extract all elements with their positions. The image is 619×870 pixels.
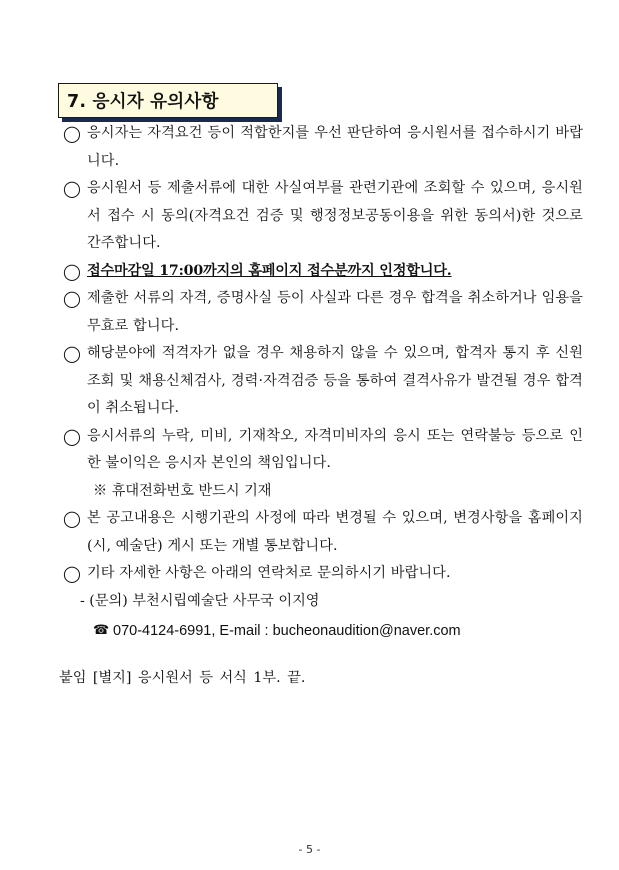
list-item: [63, 560, 583, 588]
contact-label: - (문의) 부천시립예술단 사무국 이지영: [80, 592, 320, 609]
circle-bullet-icon: ◯: [63, 289, 81, 308]
item-text: 기타 자세한 사항은 아래의 연락처로 문의하시기 바랍니다.: [87, 565, 451, 581]
circle-bullet-icon: ◯: [63, 179, 81, 198]
list-item: [63, 285, 583, 340]
contact-info: 070-4124-6991, E-mail : bucheonaudition@naver.com: [113, 623, 461, 639]
phone-required-note: ※ 휴대전화번호 반드시 기재: [93, 482, 272, 499]
list-item: [63, 175, 583, 258]
item-text: 해당분야에 적격자가 없을 경우 채용하지 않을 수 있으며, 합격자 통지 후 신원조회 및 채용신체검사, 경력·자격검증 등을 통하여 결격사유가 발견될 경우 합격이 취소됩니다.: [87, 345, 583, 416]
item-text: 응시원서 등 제출서류에 대한 사실여부를 관련기관에 조회할 수 있으며, 응시원서 접수 시 동의(자격요건 검증 및 행정정보공동이용을 위한 동의서)한 것으로 간주합니다.: [87, 180, 583, 251]
circle-bullet-icon: ◯: [63, 426, 81, 446]
section-title-box: [58, 83, 278, 118]
circle-bullet-icon: ◯: [63, 344, 81, 363]
circle-bullet-icon: ◯: [63, 564, 81, 583]
attachment-line: 붙임 [별지] 응시원서 등 서식 1부. 끝.: [59, 670, 306, 686]
phone-icon: ☎: [93, 623, 110, 638]
circle-bullet-icon: ◯: [63, 124, 81, 143]
list-item: [63, 120, 583, 175]
item-text: 응시서류의 누락, 미비, 기재착오, 자격미비자의 응시 또는 연락불능 등으로 인한 불이익은 응시자 본인의 책임입니다.: [87, 427, 583, 471]
list-item: [63, 505, 583, 560]
item-text: 응시자는 자격요건 등이 적합한지를 우선 판단하여 응시원서를 접수하시기 바랍니다.: [87, 125, 583, 169]
contact-line: [63, 615, 583, 647]
circle-bullet-icon: ◯: [63, 261, 81, 281]
notice-list: [63, 120, 583, 647]
deadline-notice-text: 접수마감일 17:00까지의 홈페이지 접수분까지 인정합니다.: [87, 262, 452, 279]
page-number: - 5 -: [298, 843, 321, 856]
list-item: [63, 423, 583, 478]
list-item: [63, 258, 583, 286]
section-title: 7. 응시자 유의사항: [67, 92, 219, 112]
circle-bullet-icon: ◯: [63, 509, 81, 528]
item-text: 제출한 서류의 자격, 증명사실 등이 사실과 다른 경우 합격을 취소하거나 임용을 무효로 합니다.: [87, 290, 583, 334]
item-text: 본 공고내용은 시행기관의 사정에 따라 변경될 수 있으며, 변경사항을 홈페이지(시, 예술단) 게시 또는 개별 통보합니다.: [87, 510, 583, 554]
list-item: [63, 340, 583, 423]
